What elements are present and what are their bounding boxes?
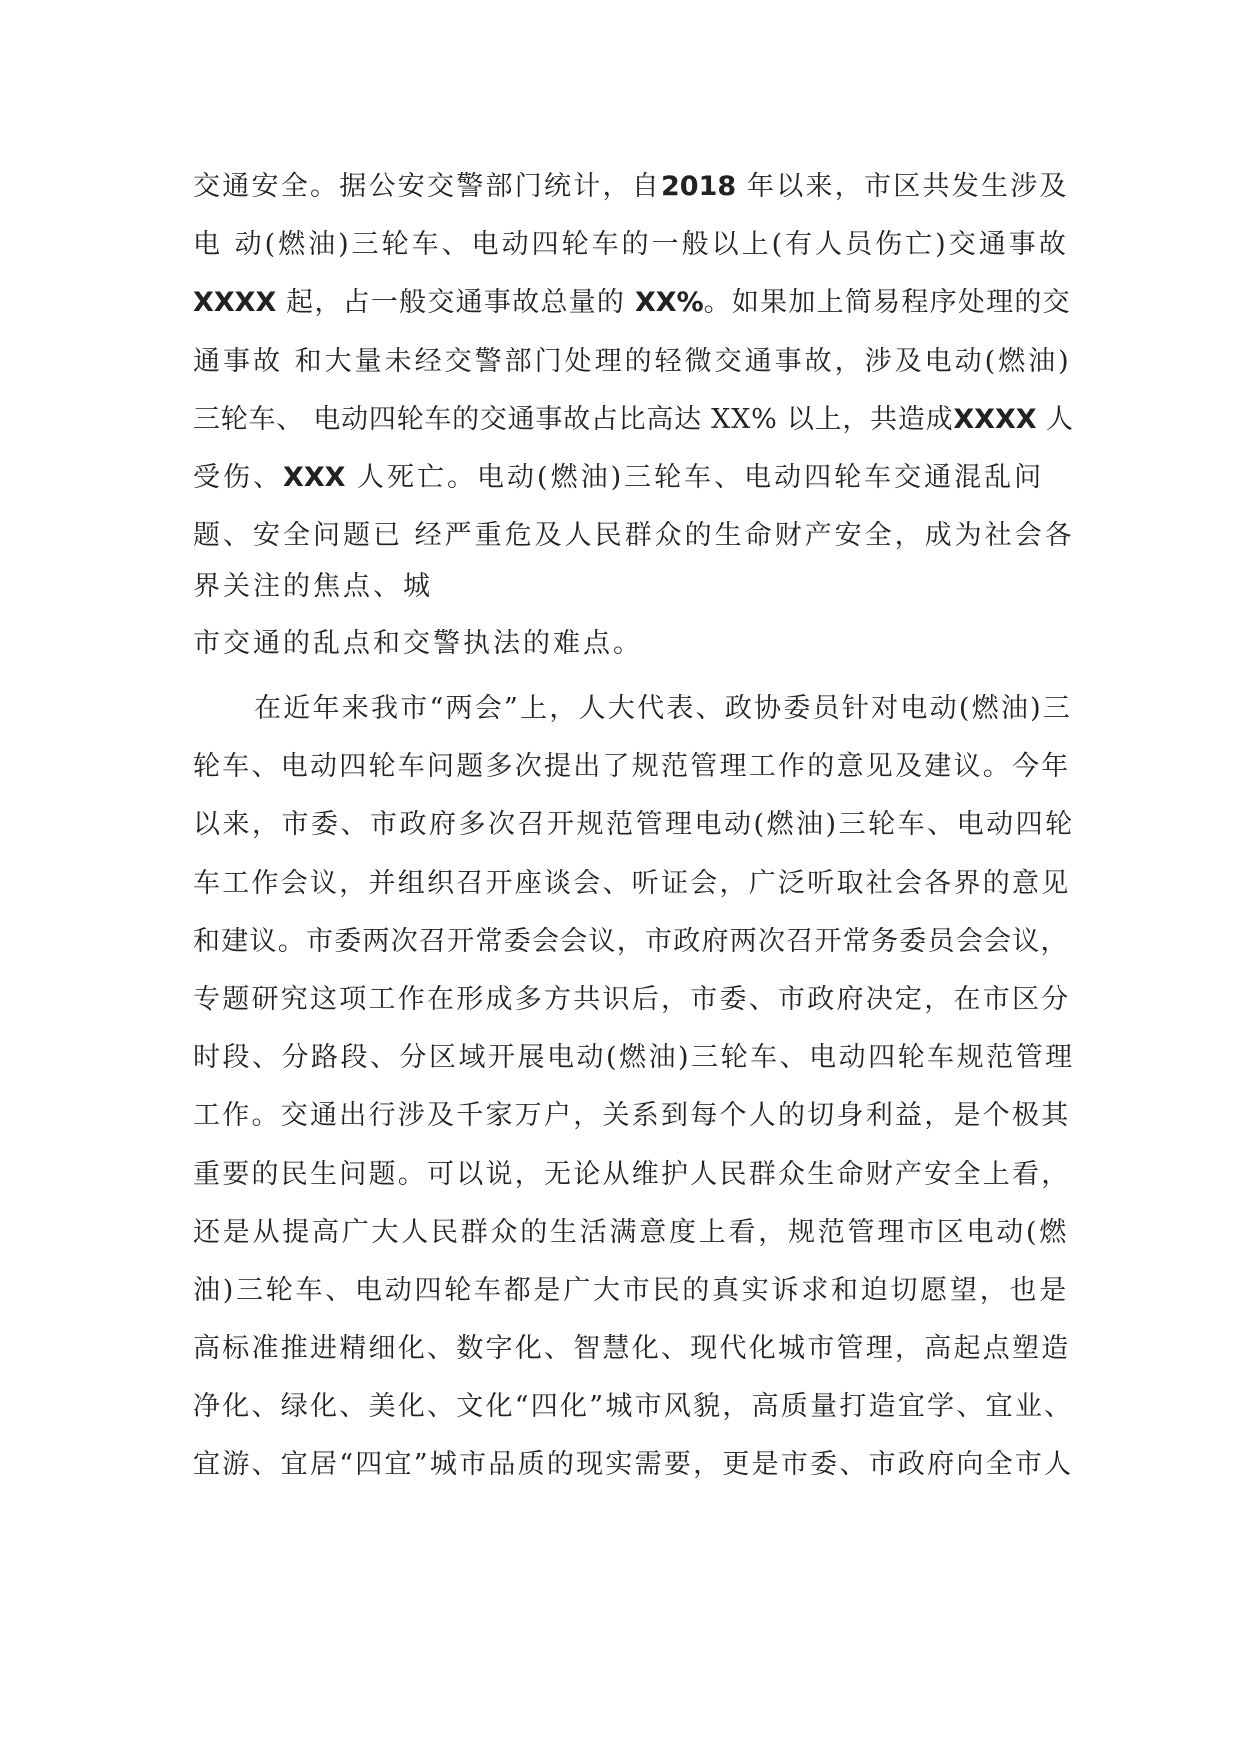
paragraph-1-line-8: [193, 565, 1073, 609]
paragraph-2-line-12: 高标准推进精细化、数字化、智慧化、现代化城市管理，高起点塑造: [193, 1333, 1071, 1365]
text-run: 年以来，市区共发生涉及: [736, 171, 1069, 202]
text-run: 市交通的乱点和交警执法的难点。: [193, 628, 643, 660]
paragraph-2-line-11: 油)三轮车、电动四轮车都是广大市民的真实诉求和迫切愿望，也是: [193, 1274, 1070, 1306]
paragraph-2-line-14: 宜游、宜居“四宜”城市品质的现实需要，更是市委、市政府向全市人: [193, 1449, 1074, 1481]
paragraph-1-line-4: [193, 333, 1073, 391]
paragraph-2-line-7: 时段、分路段、分区域开展电动(燃油)三轮车、电动四轮车规范管理: [193, 1042, 1075, 1074]
year-figure: 2018: [661, 171, 737, 202]
paragraph-2-line-13: 净化、绿化、美化、文化“四化”城市风貌，高质量打造宜学、宜业、: [193, 1391, 1074, 1423]
paragraph-1-line-2: [193, 216, 1073, 274]
text-run: 交通安全。据公安交警部门统计，自: [193, 171, 661, 202]
text-run: 起，占一般交通事故总量的: [276, 287, 635, 319]
paragraph-2-line-8: 工作。交通出行涉及千家万户，关系到每个人的切身利益，是个极其: [193, 1100, 1071, 1132]
text-run: 人死亡。电动(燃油)三轮车、电动四轮车交通混乱问: [345, 461, 1045, 493]
text-run: 人: [1036, 403, 1074, 435]
paragraph-1-line-3: [193, 274, 1073, 332]
text-run: 受伤、: [193, 461, 283, 493]
text-run: 电 动(燃油)三轮车、电动四轮车的一般以上(有人员伤亡)交通事故: [193, 229, 1069, 261]
paragraph-2-line-6: 专题研究这项工作在形成多方共识后，市委、市政府决定，在市区分: [193, 983, 1071, 1015]
paragraph-1-line-1: [193, 158, 1073, 216]
text-run: 界关注的焦点、城: [193, 571, 433, 603]
paragraph-2-line-4: 车工作会议，并组织召开座谈会、听证会，广泛听取社会各界的意见: [193, 867, 1071, 899]
paragraph-1-line-6: [193, 449, 1073, 507]
paragraph-2-line-9: 重要的民生问题。可以说，无论从维护人民群众生命财产安全上看，: [193, 1158, 1071, 1190]
paragraph-2-line-1: 在近年来我市“两会”上，人大代表、政协委员针对电动(燃油)三: [254, 693, 1073, 724]
text-run: 题、安全问题已 经严重危及人民群众的生命财产安全，成为社会各: [193, 520, 1075, 552]
paragraph-2-line-10: 还是从提高广大人民群众的生活满意度上看，规范管理市区电动(燃: [193, 1216, 1070, 1248]
paragraph-2-line-5: 和建议。市委两次召开常委会会议，市政府两次召开常务委员会会议，: [193, 925, 1069, 957]
text-run: 。如果加上简易程序处理的交: [703, 287, 1071, 319]
accident-count-figure: XXXX: [193, 287, 277, 319]
paragraph-2-line-2: 轮车、电动四轮车问题多次提出了规范管理工作的意见及建议。今年: [193, 751, 1071, 783]
paragraph-2: [193, 680, 1073, 1495]
death-count-figure: XXX: [283, 461, 346, 493]
text-run: 通事故 和大量未经交警部门处理的轻微交通事故，涉及电动(燃油): [193, 345, 1072, 377]
paragraph-1: [193, 158, 1073, 673]
text-run: 三轮车、 电动四轮车的交通事故占比高达 XX% 以上，共造成: [193, 403, 954, 435]
accident-share-figure: XX%: [634, 287, 704, 319]
paragraph-1-line-9: [193, 609, 1073, 673]
paragraph-1-line-7: [193, 507, 1073, 565]
paragraph-1-line-5: [193, 391, 1073, 449]
injured-count-figure: XXXX: [953, 403, 1037, 435]
paragraph-2-line-3: 以来，市委、市政府多次召开规范管理电动(燃油)三轮车、电动四轮: [193, 809, 1075, 841]
